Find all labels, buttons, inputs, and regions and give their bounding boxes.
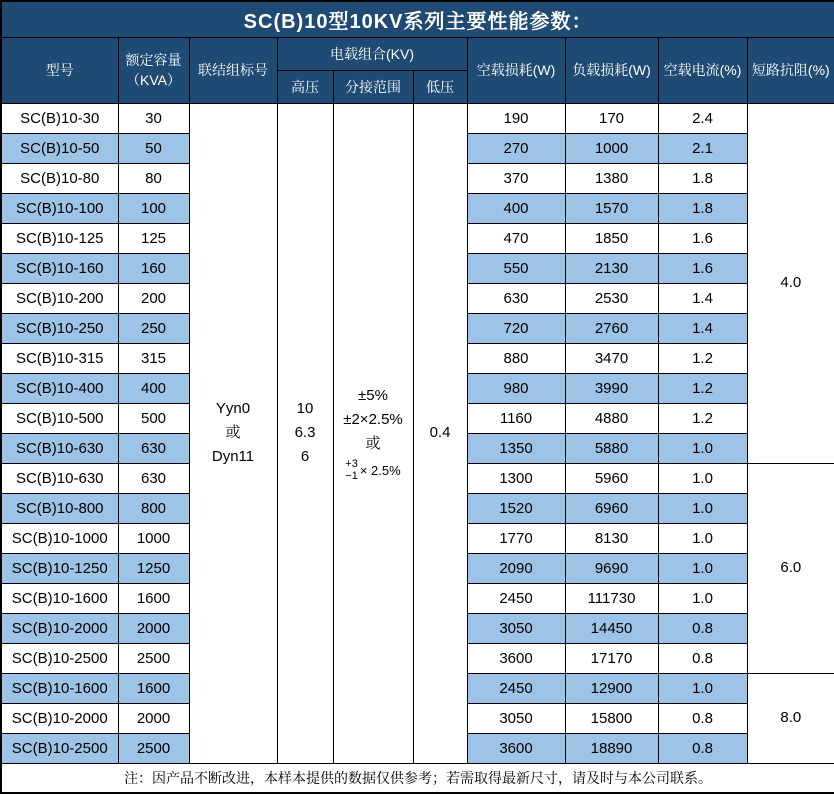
col-header-impedance: 短路抗阻(%) [747, 37, 834, 103]
model-cell: SC(B)10-125 [1, 223, 118, 253]
no-load-current-cell: 1.0 [658, 553, 747, 583]
capacity-cell: 2000 [118, 613, 189, 643]
capacity-label-line1: 额定容量 [125, 52, 182, 68]
load-loss-cell: 15800 [565, 703, 658, 733]
load-loss-cell: 6960 [565, 493, 658, 523]
no-load-current-cell: 0.8 [658, 733, 747, 763]
col-header-tap-range: 分接范围 [333, 70, 413, 103]
impedance-cell: 4.0 [747, 103, 834, 463]
load-loss-cell: 1380 [565, 163, 658, 193]
col-header-high-voltage: 高压 [277, 70, 333, 103]
tap-range-cell: ±5% ±2×2.5% 或 +3 −1 × 2.5% [333, 103, 413, 763]
no-load-current-cell: 1.8 [658, 163, 747, 193]
no-load-current-cell: 1.4 [658, 313, 747, 343]
no-load-loss-cell: 270 [467, 133, 565, 163]
impedance-cell: 6.0 [747, 463, 834, 673]
no-load-loss-cell: 400 [467, 193, 565, 223]
no-load-current-cell: 0.8 [658, 703, 747, 733]
capacity-cell: 1000 [118, 523, 189, 553]
load-loss-cell: 111730 [565, 583, 658, 613]
load-loss-cell: 18890 [565, 733, 658, 763]
no-load-loss-cell: 3600 [467, 733, 565, 763]
model-cell: SC(B)10-2500 [1, 643, 118, 673]
no-load-loss-cell: 1300 [467, 463, 565, 493]
capacity-cell: 125 [118, 223, 189, 253]
capacity-cell: 30 [118, 103, 189, 133]
no-load-loss-cell: 190 [467, 103, 565, 133]
capacity-cell: 250 [118, 313, 189, 343]
model-cell: SC(B)10-160 [1, 253, 118, 283]
no-load-loss-cell: 2450 [467, 583, 565, 613]
table-row [1, 103, 834, 133]
load-loss-cell: 3470 [565, 343, 658, 373]
no-load-current-cell: 1.2 [658, 373, 747, 403]
no-load-current-cell: 1.2 [658, 403, 747, 433]
capacity-cell: 1600 [118, 673, 189, 703]
capacity-cell: 1600 [118, 583, 189, 613]
no-load-loss-cell: 1770 [467, 523, 565, 553]
no-load-current-cell: 1.6 [658, 253, 747, 283]
load-loss-cell: 2530 [565, 283, 658, 313]
col-header-low-voltage: 低压 [413, 70, 467, 103]
capacity-cell: 315 [118, 343, 189, 373]
load-loss-cell: 1000 [565, 133, 658, 163]
connection-group-cell: Yyn0 或 Dyn11 [189, 103, 277, 763]
no-load-loss-cell: 720 [467, 313, 565, 343]
no-load-current-cell: 1.6 [658, 223, 747, 253]
no-load-loss-cell: 1520 [467, 493, 565, 523]
capacity-cell: 2000 [118, 703, 189, 733]
model-cell: SC(B)10-1600 [1, 673, 118, 703]
no-load-loss-cell: 630 [467, 283, 565, 313]
no-load-current-cell: 1.4 [658, 283, 747, 313]
load-loss-cell: 1570 [565, 193, 658, 223]
no-load-loss-cell: 980 [467, 373, 565, 403]
page-title: SC(B)10型10KV系列主要性能参数： [1, 1, 834, 37]
model-cell: SC(B)10-1000 [1, 523, 118, 553]
header-row-1 [1, 37, 834, 70]
model-cell: SC(B)10-250 [1, 313, 118, 343]
capacity-cell: 160 [118, 253, 189, 283]
load-loss-cell: 17170 [565, 643, 658, 673]
no-load-loss-cell: 370 [467, 163, 565, 193]
capacity-cell: 800 [118, 493, 189, 523]
footer-row [1, 763, 834, 793]
load-loss-cell: 2760 [565, 313, 658, 343]
no-load-current-cell: 1.0 [658, 433, 747, 463]
model-cell: SC(B)10-630 [1, 463, 118, 493]
no-load-current-cell: 1.0 [658, 583, 747, 613]
col-header-no-load-current: 空载电流(%) [658, 37, 747, 103]
capacity-cell: 2500 [118, 733, 189, 763]
capacity-cell: 1250 [118, 553, 189, 583]
model-cell: SC(B)10-2500 [1, 733, 118, 763]
no-load-current-cell: 1.0 [658, 463, 747, 493]
model-cell: SC(B)10-315 [1, 343, 118, 373]
model-cell: SC(B)10-30 [1, 103, 118, 133]
capacity-cell: 630 [118, 433, 189, 463]
no-load-loss-cell: 3600 [467, 643, 565, 673]
capacity-cell: 50 [118, 133, 189, 163]
load-loss-cell: 5960 [565, 463, 658, 493]
tap-range-stacked-fraction: +3 −1 × 2.5% [345, 458, 401, 482]
model-cell: SC(B)10-1600 [1, 583, 118, 613]
model-cell: SC(B)10-400 [1, 373, 118, 403]
load-loss-cell: 4880 [565, 403, 658, 433]
model-cell: SC(B)10-2000 [1, 703, 118, 733]
model-cell: SC(B)10-80 [1, 163, 118, 193]
model-cell: SC(B)10-2000 [1, 613, 118, 643]
col-header-model: 型号 [1, 37, 118, 103]
no-load-loss-cell: 550 [467, 253, 565, 283]
model-cell: SC(B)10-500 [1, 403, 118, 433]
high-voltage-cell: 10 6.3 6 [277, 103, 333, 763]
no-load-current-cell: 1.0 [658, 523, 747, 553]
model-cell: SC(B)10-630 [1, 433, 118, 463]
model-cell: SC(B)10-200 [1, 283, 118, 313]
col-header-load-loss: 负载损耗(W) [565, 37, 658, 103]
low-voltage-cell: 0.4 [413, 103, 467, 763]
no-load-loss-cell: 470 [467, 223, 565, 253]
impedance-cell: 8.0 [747, 673, 834, 763]
load-loss-cell: 3990 [565, 373, 658, 403]
capacity-cell: 500 [118, 403, 189, 433]
no-load-loss-cell: 1350 [467, 433, 565, 463]
no-load-loss-cell: 3050 [467, 613, 565, 643]
no-load-current-cell: 1.8 [658, 193, 747, 223]
no-load-loss-cell: 880 [467, 343, 565, 373]
capacity-cell: 100 [118, 193, 189, 223]
col-header-no-load-loss: 空载损耗(W) [467, 37, 565, 103]
no-load-loss-cell: 3050 [467, 703, 565, 733]
no-load-current-cell: 1.0 [658, 673, 747, 703]
no-load-current-cell: 1.2 [658, 343, 747, 373]
model-cell: SC(B)10-1250 [1, 553, 118, 583]
load-loss-cell: 1850 [565, 223, 658, 253]
no-load-loss-cell: 2450 [467, 673, 565, 703]
col-header-capacity [118, 37, 189, 103]
capacity-cell: 630 [118, 463, 189, 493]
model-cell: SC(B)10-100 [1, 193, 118, 223]
load-loss-cell: 2130 [565, 253, 658, 283]
load-loss-cell: 5880 [565, 433, 658, 463]
no-load-loss-cell: 2090 [467, 553, 565, 583]
capacity-cell: 2500 [118, 643, 189, 673]
load-loss-cell: 9690 [565, 553, 658, 583]
load-loss-cell: 170 [565, 103, 658, 133]
model-cell: SC(B)10-800 [1, 493, 118, 523]
no-load-current-cell: 2.4 [658, 103, 747, 133]
load-loss-cell: 12900 [565, 673, 658, 703]
table-body [1, 103, 834, 763]
no-load-current-cell: 2.1 [658, 133, 747, 163]
no-load-current-cell: 1.0 [658, 493, 747, 523]
no-load-loss-cell: 1160 [467, 403, 565, 433]
footer-note: 注：因产品不断改进，本样本提供的数据仅供参考；若需取得最新尺寸，请及时与本公司联系。 [1, 763, 834, 793]
col-header-connection: 联结组标号 [189, 37, 277, 103]
capacity-cell: 200 [118, 283, 189, 313]
capacity-label-line2: （KVA） [126, 72, 181, 88]
load-loss-cell: 14450 [565, 613, 658, 643]
model-cell: SC(B)10-50 [1, 133, 118, 163]
capacity-cell: 80 [118, 163, 189, 193]
capacity-cell: 400 [118, 373, 189, 403]
col-header-voltage-group: 电载组合(KV) [277, 37, 467, 70]
title-row [1, 1, 834, 37]
no-load-current-cell: 0.8 [658, 643, 747, 673]
no-load-current-cell: 0.8 [658, 613, 747, 643]
load-loss-cell: 8130 [565, 523, 658, 553]
